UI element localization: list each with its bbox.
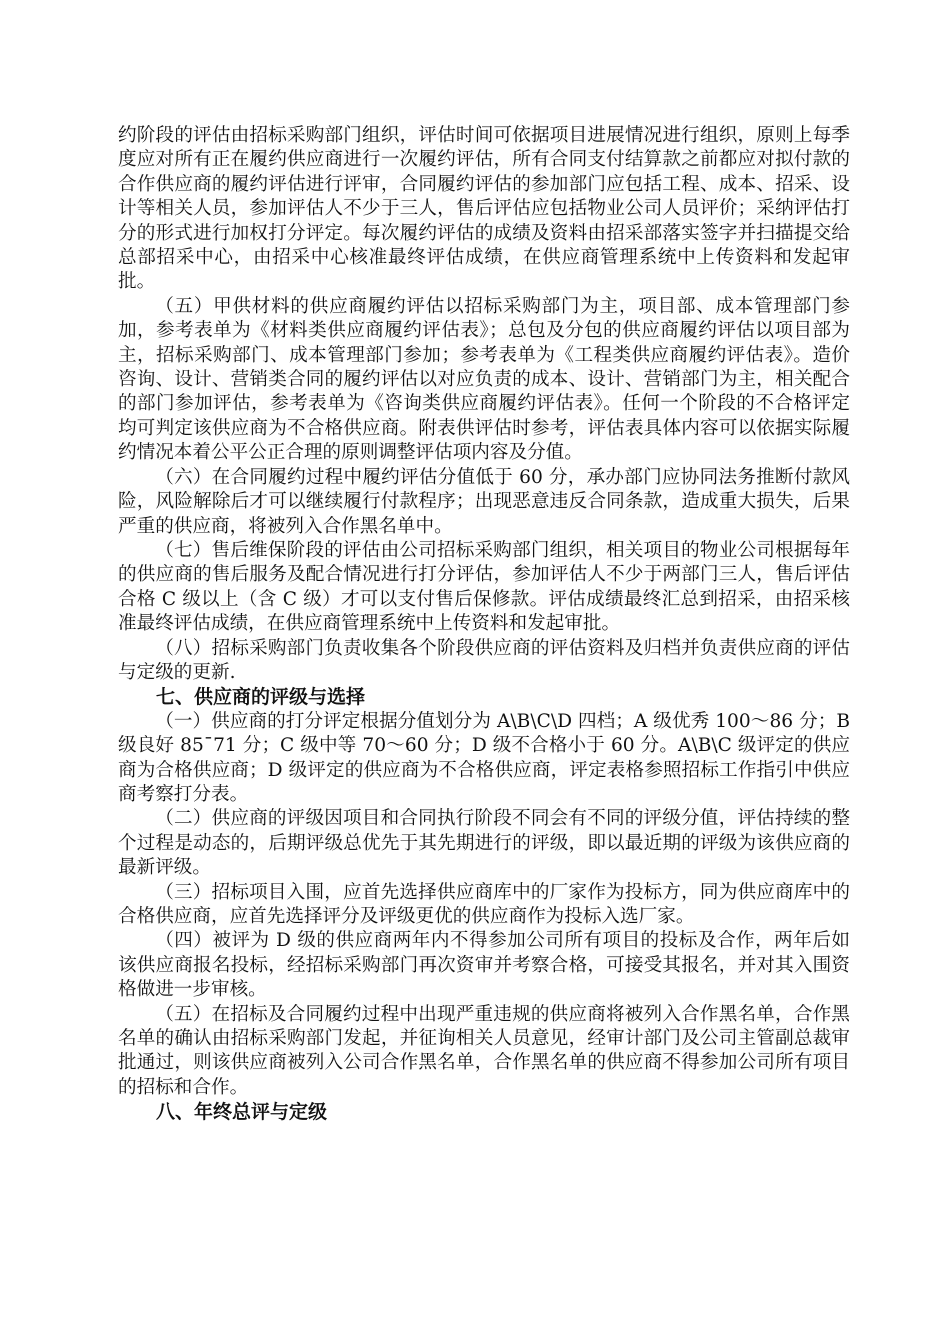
paragraph-item-8: （八）招标采购部门负责收集各个阶段供应商的评估资料及归档并负责供应商的评估与定级的更新. xyxy=(118,637,850,683)
paragraph-rating-1: （一）供应商的打分评定根据分值划分为 A\B\C\D 四档；A 级优秀 100～86 分；B 级良好 85¯71 分；C 级中等 70～60 分；D 级不合格小于 60 分。A\B\C 级评定的供应商为合格供应商；D 级评定的供应商为不合格供应商，评定表格参照招标工作指引中供应商考察打分表。 xyxy=(118,710,850,805)
paragraph-item-7: （七）售后维保阶段的评估由公司招标采购部门组织，相关项目的物业公司根据每年的供应商的售后服务及配合情况进行打分评估，参加评估人不少于两部门三人，售后评估合格 C 级以上（含 C 级）才可以支付售后保修款。评估成绩最终汇总到招采，由招采核准最终评估成绩，在供应商管理系统中上传资料和发起审批。 xyxy=(118,539,850,635)
paragraph-rating-4: （四）被评为 D 级的供应商两年内不得参加公司所有项目的投标及合作，两年后如该供应商报名投标，经招标采购部门再次资审并考察合格，可接受其报名，并对其入围资格做进一步审核。 xyxy=(118,930,850,1001)
document-body xyxy=(118,124,850,1125)
paragraph-rating-3: （三）招标项目入围，应首先选择供应商库中的厂家作为投标方，同为供应商库中的合格供应商，应首先选择评分及评级更优的供应商作为投标入选厂家。 xyxy=(118,881,850,927)
section-heading-7: 七、供应商的评级与选择 xyxy=(156,686,366,709)
paragraph-rating-5: （五）在招标及合同履约过程中出现严重违规的供应商将被列入合作黑名单，合作黑名单的确认由招标采购部门发起，并征询相关人员意见，经审计部门及公司主管副总裁审批通过，则该供应商被列入公司合作黑名单，合作黑名单的供应商不得参加公司所有项目的招标和合作。 xyxy=(118,1003,850,1098)
paragraph-item-6: （六）在合同履约过程中履约评估分值低于 60 分，承办部门应协同法务推断付款风险，风险解除后才可以继续履行付款程序；出现恶意违反合同条款，造成重大损失，后果严重的供应商，将被列入合作黑名单中。 xyxy=(118,466,850,537)
section-heading-8: 八、年终总评与定级 xyxy=(156,1101,328,1124)
paragraph-rating-2: （二）供应商的评级因项目和合同执行阶段不同会有不同的评级分值，评估持续的整个过程是动态的，后期评级总优先于其先期进行的评级，即以最近期的评级为该供应商的最新评级。 xyxy=(118,808,850,879)
paragraph-item-5: （五）甲供材料的供应商履约评估以招标采购部门为主，项目部、成本管理部门参加，参考表单为《材料类供应商履约评估表》；总包及分包的供应商履约评估以项目部为主，招标采购部门、成本管理部门参加；参考表单为《工程类供应商履约评估表》。造价咨询、设计、营销类合同的履约评估以对应负责的成本、设计、营销部门为主，相关配合的部门参加评估，参考表单为《咨询类供应商履约评估表》。任何一个阶段的不合格评定均可判定该供应商为不合格供应商。附表供评估时参考，评估表具体内容可以依据实际履约情况本着公平公正合理的原则调整评估项内容及分值。 xyxy=(118,295,850,464)
paragraph-1: 约阶段的评估由招标采购部门组织，评估时间可依据项目进展情况进行组织，原则上每季度应对所有正在履约供应商进行一次履约评估，所有合同支付结算款之前都应对拟付款的合作供应商的履约评估进行评审，合同履约评估的参加部门应包括工程、成本、招采、设计等相关人员，参加评估人不少于三人，售后评估应包括物业公司人员评价；采纳评估打分的形式进行加权打分评定。每次履约评估的成绩及资料由招采部落实签字并扫描提交给总部招采中心，由招采中心核准最终评估成绩，在供应商管理系统中上传资料和发起审批。 xyxy=(118,125,850,293)
